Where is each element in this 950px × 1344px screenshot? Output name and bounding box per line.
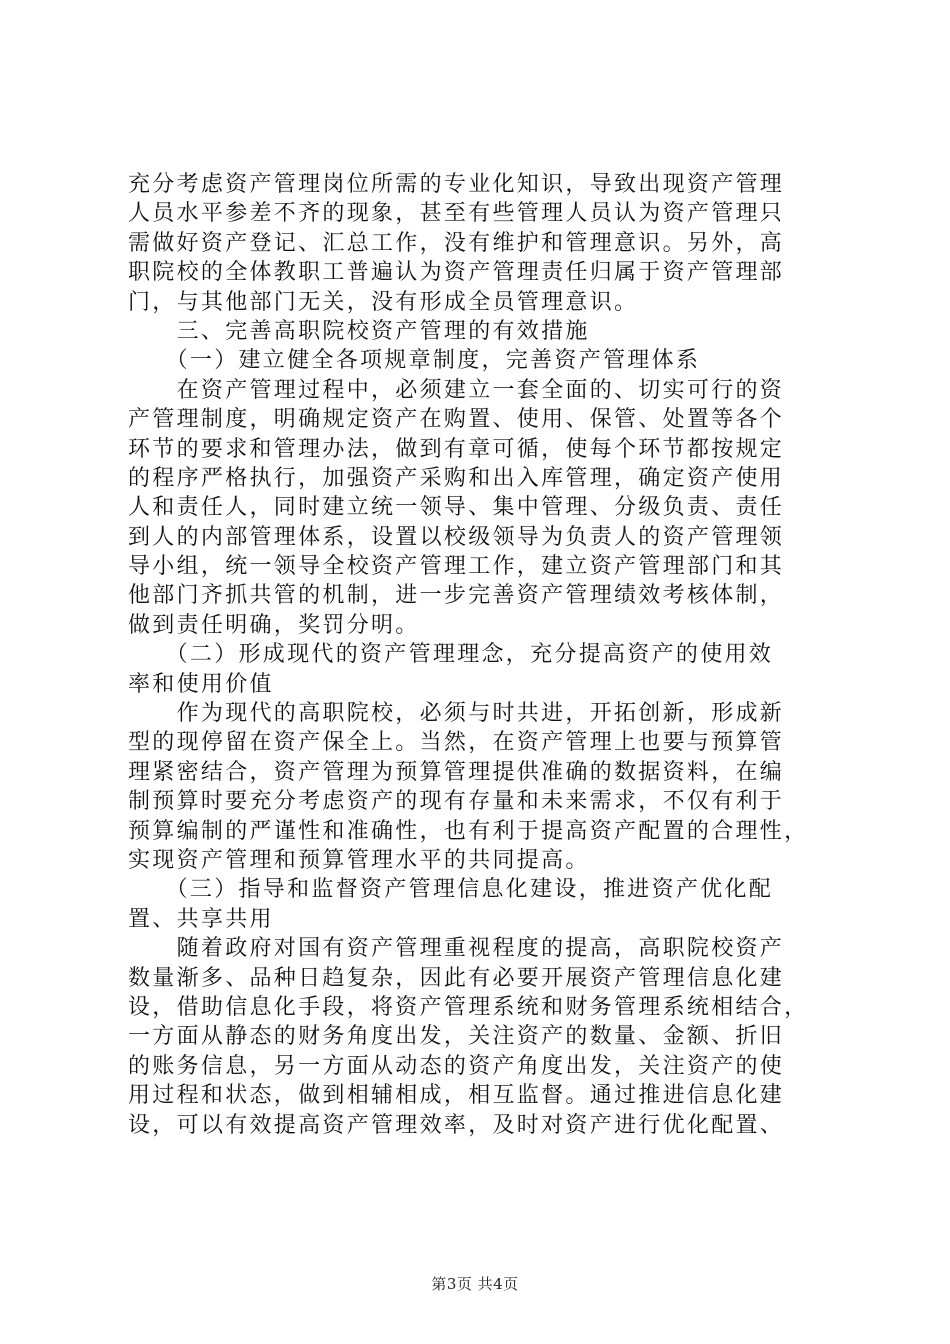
document-body — [128, 170, 828, 1140]
text-line: 制预算时要充分考虑资产的现有存量和未来需求，不仅有利于 — [128, 789, 785, 815]
subsection-heading: 率和使用价值 — [128, 671, 274, 697]
text-line: 导小组，统一领导全校资产管理工作，建立资产管理部门和其 — [128, 554, 785, 580]
text-line: 的程序严格执行，加强资产采购和出入库管理，确定资产使用 — [128, 465, 785, 491]
text-line: 门，与其他部门无关，没有形成全员管理意识。 — [128, 289, 639, 315]
text-line: 充分考虑资产管理岗位所需的专业化知识，导致出现资产管理 — [128, 172, 785, 197]
text-line: 数量渐多、品种日趋复杂，因此有必要开展资产管理信息化建 — [128, 965, 785, 991]
text-line: 作为现代的高职院校，必须与时共进，开拓创新，形成新 — [128, 701, 785, 727]
text-line: 用过程和状态，做到相辅相成，相互监督。通过推进信息化建 — [128, 1083, 785, 1109]
text-line: 做到责任明确，奖罚分明。 — [128, 612, 420, 638]
text-line: 随着政府对国有资产管理重视程度的提高，高职院校资产 — [128, 936, 785, 962]
text-line: 人和责任人，同时建立统一领导、集中管理、分级负责、责任 — [128, 495, 785, 521]
text-line: 人员水平参差不齐的现象，甚至有些管理人员认为资产管理只 — [128, 201, 785, 227]
page-footer — [0, 1273, 950, 1294]
subsection-heading: （一）建立健全各项规章制度，完善资产管理体系 — [128, 348, 701, 374]
subsection-heading: （二）形成现代的资产管理理念，充分提高资产的使用效 — [128, 642, 774, 668]
text-line: 理紧密结合，资产管理为预算管理提供准确的数据资料，在编 — [128, 759, 785, 785]
text-line: 实现资产管理和预算管理水平的共同提高。 — [128, 847, 590, 873]
subsection-heading: 置、共享共用 — [128, 906, 274, 932]
text-line: 一方面从静态的财务角度出发，关注资产的数量、金额、折旧 — [128, 1024, 785, 1050]
text-line: 他部门齐抓共管的机制，进一步完善资产管理绩效考核体制， — [128, 583, 785, 609]
subsection-heading: （三）指导和监督资产管理信息化建设，推进资产优化配 — [128, 877, 774, 903]
section-heading: 三、完善高职院校资产管理的有效措施 — [128, 318, 590, 344]
text-line: 的账务信息，另一方面从动态的资产角度出发，关注资产的使 — [128, 1053, 785, 1079]
text-line: 职院校的全体教职工普遍认为资产管理责任归属于资产管理部 — [128, 260, 785, 286]
text-line: 型的现停留在资产保全上。当然，在资产管理上也要与预算管 — [128, 730, 785, 756]
text-line: 预算编制的严谨性和准确性，也有利于提高资产配置的合理性， — [128, 818, 809, 844]
text-line: 需做好资产登记、汇总工作，没有维护和管理意识。另外，高 — [128, 230, 785, 256]
text-line: 设，可以有效提高资产管理效率，及时对资产进行优化配置、 — [128, 1112, 785, 1138]
text-line: 到人的内部管理体系，设置以校级领导为负责人的资产管理领 — [128, 524, 785, 550]
text-line: 设，借助信息化手段，将资产管理系统和财务管理系统相结合， — [128, 994, 809, 1020]
text-line: 产管理制度，明确规定资产在购置、使用、保管、处置等各个 — [128, 407, 785, 433]
page-number: 第3页 共4页 — [431, 1275, 519, 1293]
text-line: 环节的要求和管理办法，做到有章可循，使每个环节都按规定 — [128, 436, 785, 462]
text-line: 在资产管理过程中，必须建立一套全面的、切实可行的资 — [128, 377, 785, 403]
